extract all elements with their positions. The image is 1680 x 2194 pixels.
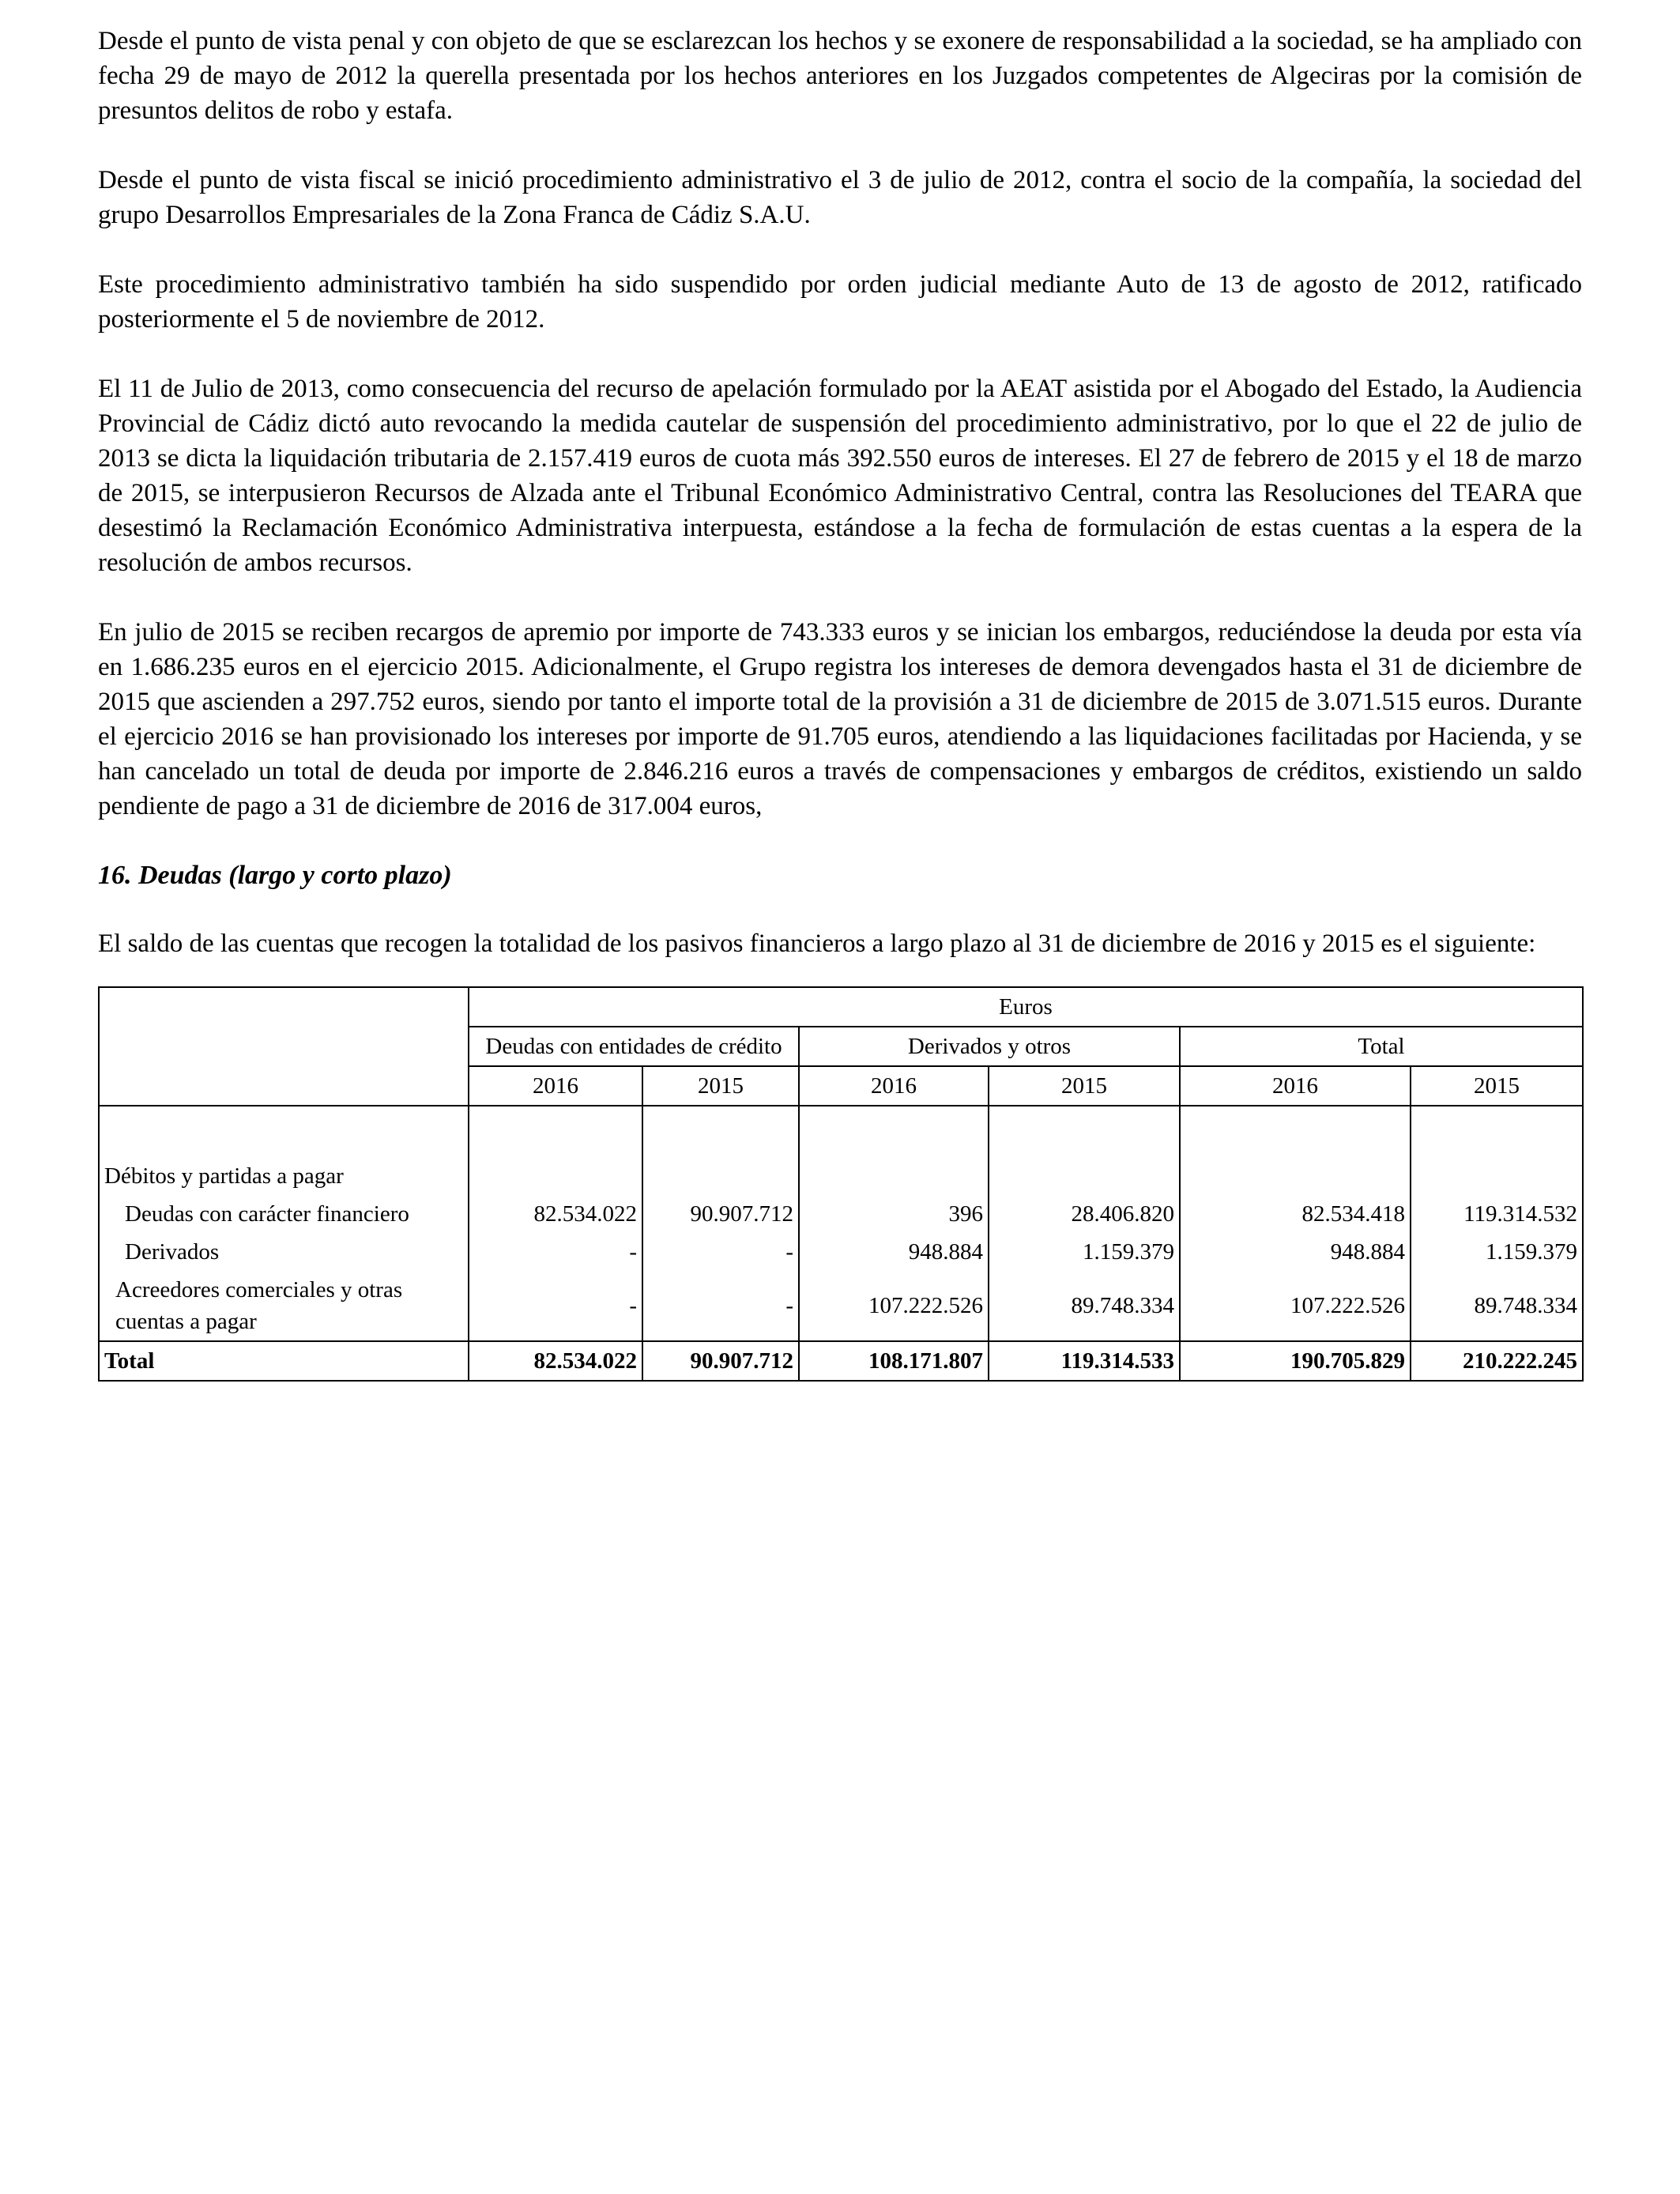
year-header: 2015 <box>642 1066 799 1106</box>
cell-value: - <box>642 1233 799 1271</box>
cell-value: 82.534.418 <box>1180 1195 1411 1233</box>
cell-value: 107.222.526 <box>1180 1271 1411 1341</box>
table-row <box>99 1195 1583 1233</box>
total-value: 90.907.712 <box>642 1341 799 1381</box>
row-label: Derivados <box>99 1233 469 1271</box>
paragraph-fiscal: Desde el punto de vista fiscal se inició procedimiento administrativo el 3 de julio de 2012, contra el socio de la compañía, la sociedad del grupo Desarrollos Empresariales de la Zona Franca de Cádiz S.A.U. <box>98 166 1582 229</box>
category-label: Débitos y partidas a pagar <box>99 1157 469 1195</box>
financial-liabilities-table <box>98 986 1584 1382</box>
paragraph-suspension: Este procedimiento administrativo también ha sido suspendido por orden judicial mediante Auto de 13 de agosto de 2012, ratificado posteriormente el 5 de noviembre de 2012. <box>98 270 1582 334</box>
cell-value: 107.222.526 <box>799 1271 989 1341</box>
cell-value: 1.159.379 <box>1411 1233 1583 1271</box>
cell-value: 90.907.712 <box>642 1195 799 1233</box>
table-row <box>99 1233 1583 1271</box>
total-value: 119.314.533 <box>989 1341 1180 1381</box>
row-label: Acreedores comerciales y otras cuentas a pagar <box>99 1271 469 1341</box>
year-header: 2016 <box>1180 1066 1411 1106</box>
currency-header: Euros <box>469 987 1583 1027</box>
group-header-credit: Deudas con entidades de crédito <box>469 1027 799 1066</box>
total-row <box>99 1341 1583 1381</box>
cell-value: 119.314.532 <box>1411 1195 1583 1233</box>
cell-value: - <box>469 1233 642 1271</box>
table-row <box>99 1271 1583 1341</box>
total-label: Total <box>99 1341 469 1381</box>
cell-value: 948.884 <box>1180 1233 1411 1271</box>
cell-value: 89.748.334 <box>1411 1271 1583 1341</box>
cell-value: - <box>642 1271 799 1341</box>
year-header: 2016 <box>469 1066 642 1106</box>
year-header: 2016 <box>799 1066 989 1106</box>
table-intro: El saldo de las cuentas que recogen la totalidad de los pasivos financieros a largo plazo al 31 de diciembre de 2016 y 2015 es el siguiente: <box>98 929 1536 958</box>
paragraph-embargos: En julio de 2015 se reciben recargos de apremio por importe de 743.333 euros y se inician los embargos, reduciéndose la deuda por esta vía en 1.686.235 euros en el ejercicio 2015. Adicionalmente, el Grupo registra los intereses de demora devengados hasta el 31 de diciembre de 2015 que ascienden a 297.752 euros, siendo por tanto el importe total de la provisión a 31 de diciembre de 2015 de 3.071.515 euros. Durante el ejercicio 2016 se han provisionado los intereses por importe de 91.705 euros, atendiendo a las liquidaciones facilitadas por Hacienda, y se han cancelado un total de deuda por importe de 2.846.216 euros a través de compensaciones y embargos de créditos, existiendo un saldo pendiente de pago a 31 de diciembre de 2016 de 317.004 euros, <box>98 618 1582 820</box>
cell-value: - <box>469 1271 642 1341</box>
paragraph-liquidacion: El 11 de Julio de 2013, como consecuencia del recurso de apelación formulado por la AEAT asistida por el Abogado del Estado, la Audiencia Provincial de Cádiz dictó auto revocando la medida cautelar de suspensión del procedimiento administrativo, por lo que el 22 de julio de 2013 se dicta la liquidación tributaria de 2.157.419 euros de cuota más 392.550 euros de intereses. El 27 de febrero de 2015 y el 18 de marzo de 2015, se interpusieron Recursos de Alzada ante el Tribunal Económico Administrativo Central, contra las Resoluciones del TEARA que desestimó la Reclamación Económico Administrativa interpuesta, estándose a la fecha de formulación de estas cuentas a la espera de la resolución de ambos recursos. <box>98 375 1582 577</box>
document-page <box>98 24 1582 1382</box>
year-header: 2015 <box>1411 1066 1583 1106</box>
cell-value: 1.159.379 <box>989 1233 1180 1271</box>
cell-value: 82.534.022 <box>469 1195 642 1233</box>
row-label: Deudas con carácter financiero <box>99 1195 469 1233</box>
section-title: 16. Deudas (largo y corto plazo) <box>98 861 452 890</box>
cell-value: 948.884 <box>799 1233 989 1271</box>
cell-value: 396 <box>799 1195 989 1233</box>
total-value: 190.705.829 <box>1180 1341 1411 1381</box>
cell-value: 28.406.820 <box>989 1195 1180 1233</box>
group-header-derivatives: Derivados y otros <box>799 1027 1180 1066</box>
year-header: 2015 <box>989 1066 1180 1106</box>
total-value: 108.171.807 <box>799 1341 989 1381</box>
total-value: 82.534.022 <box>469 1341 642 1381</box>
cell-value: 89.748.334 <box>989 1271 1180 1341</box>
group-header-total: Total <box>1180 1027 1583 1066</box>
total-value: 210.222.245 <box>1411 1341 1583 1381</box>
paragraph-penal: Desde el punto de vista penal y con objeto de que se esclarezcan los hechos y se exonere de responsabilidad a la sociedad, se ha ampliado con fecha 29 de mayo de 2012 la querella presentada por los hechos anteriores en los Juzgados competentes de Algeciras por la comisión de presuntos delitos de robo y estafa. <box>98 27 1582 125</box>
table-corner-cell <box>99 987 469 1106</box>
